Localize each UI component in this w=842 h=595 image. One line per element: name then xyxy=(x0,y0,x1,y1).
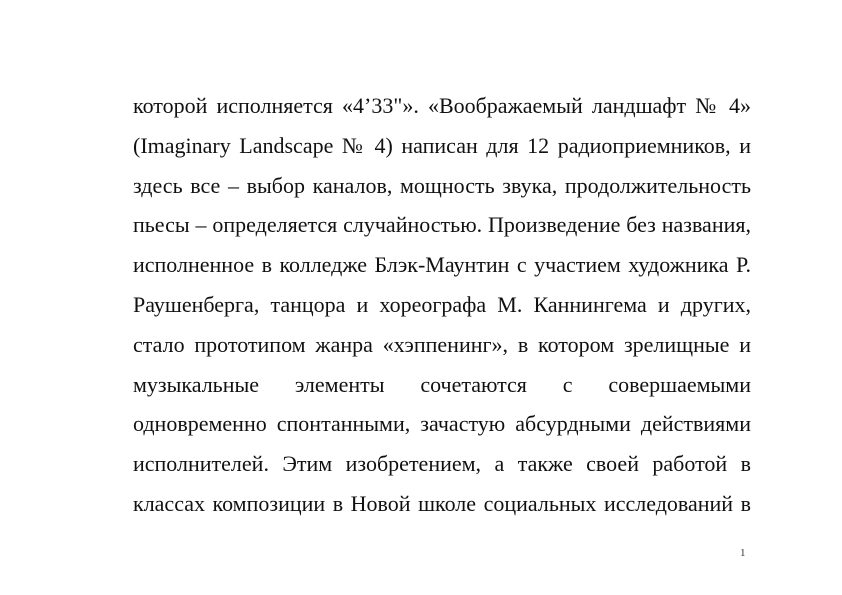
text-line-9: одновременно спонтанными, зачастую абсурдными действиями xyxy=(133,411,751,437)
text-line-6: Раушенберга, танцора и хореографа М. Каннингема и других, xyxy=(133,291,751,317)
text-line-11: классах композиции в Новой школе социальных исследований в xyxy=(133,490,751,516)
text-line-1: которой исполняется «4’33"». «Воображаемый ландшафт № 4» xyxy=(133,93,751,118)
text-line-7: стало прототипом жанра «хэппенинг», в котором зрелищные и xyxy=(133,331,751,357)
text-line-5: исполненное в колледже Блэк-Маунтин с участием художника Р. xyxy=(133,252,751,278)
body-text xyxy=(133,86,751,524)
text-line-8: музыкальные элементы сочетаются с совершаемыми xyxy=(133,371,751,397)
text-line-3: здесь все – выбор каналов, мощность звука, продолжительность xyxy=(133,172,751,198)
text-line-4: пьесы – определяется случайностью. Произведение без названия, xyxy=(133,212,751,238)
text-line-2: (Imaginary Landscape № 4) написан для 12 радиоприемников, и xyxy=(133,132,751,158)
text-line-10: исполнителей. Этим изобретением, а также своей работой в xyxy=(133,451,751,477)
page-number: 1 xyxy=(740,547,746,559)
